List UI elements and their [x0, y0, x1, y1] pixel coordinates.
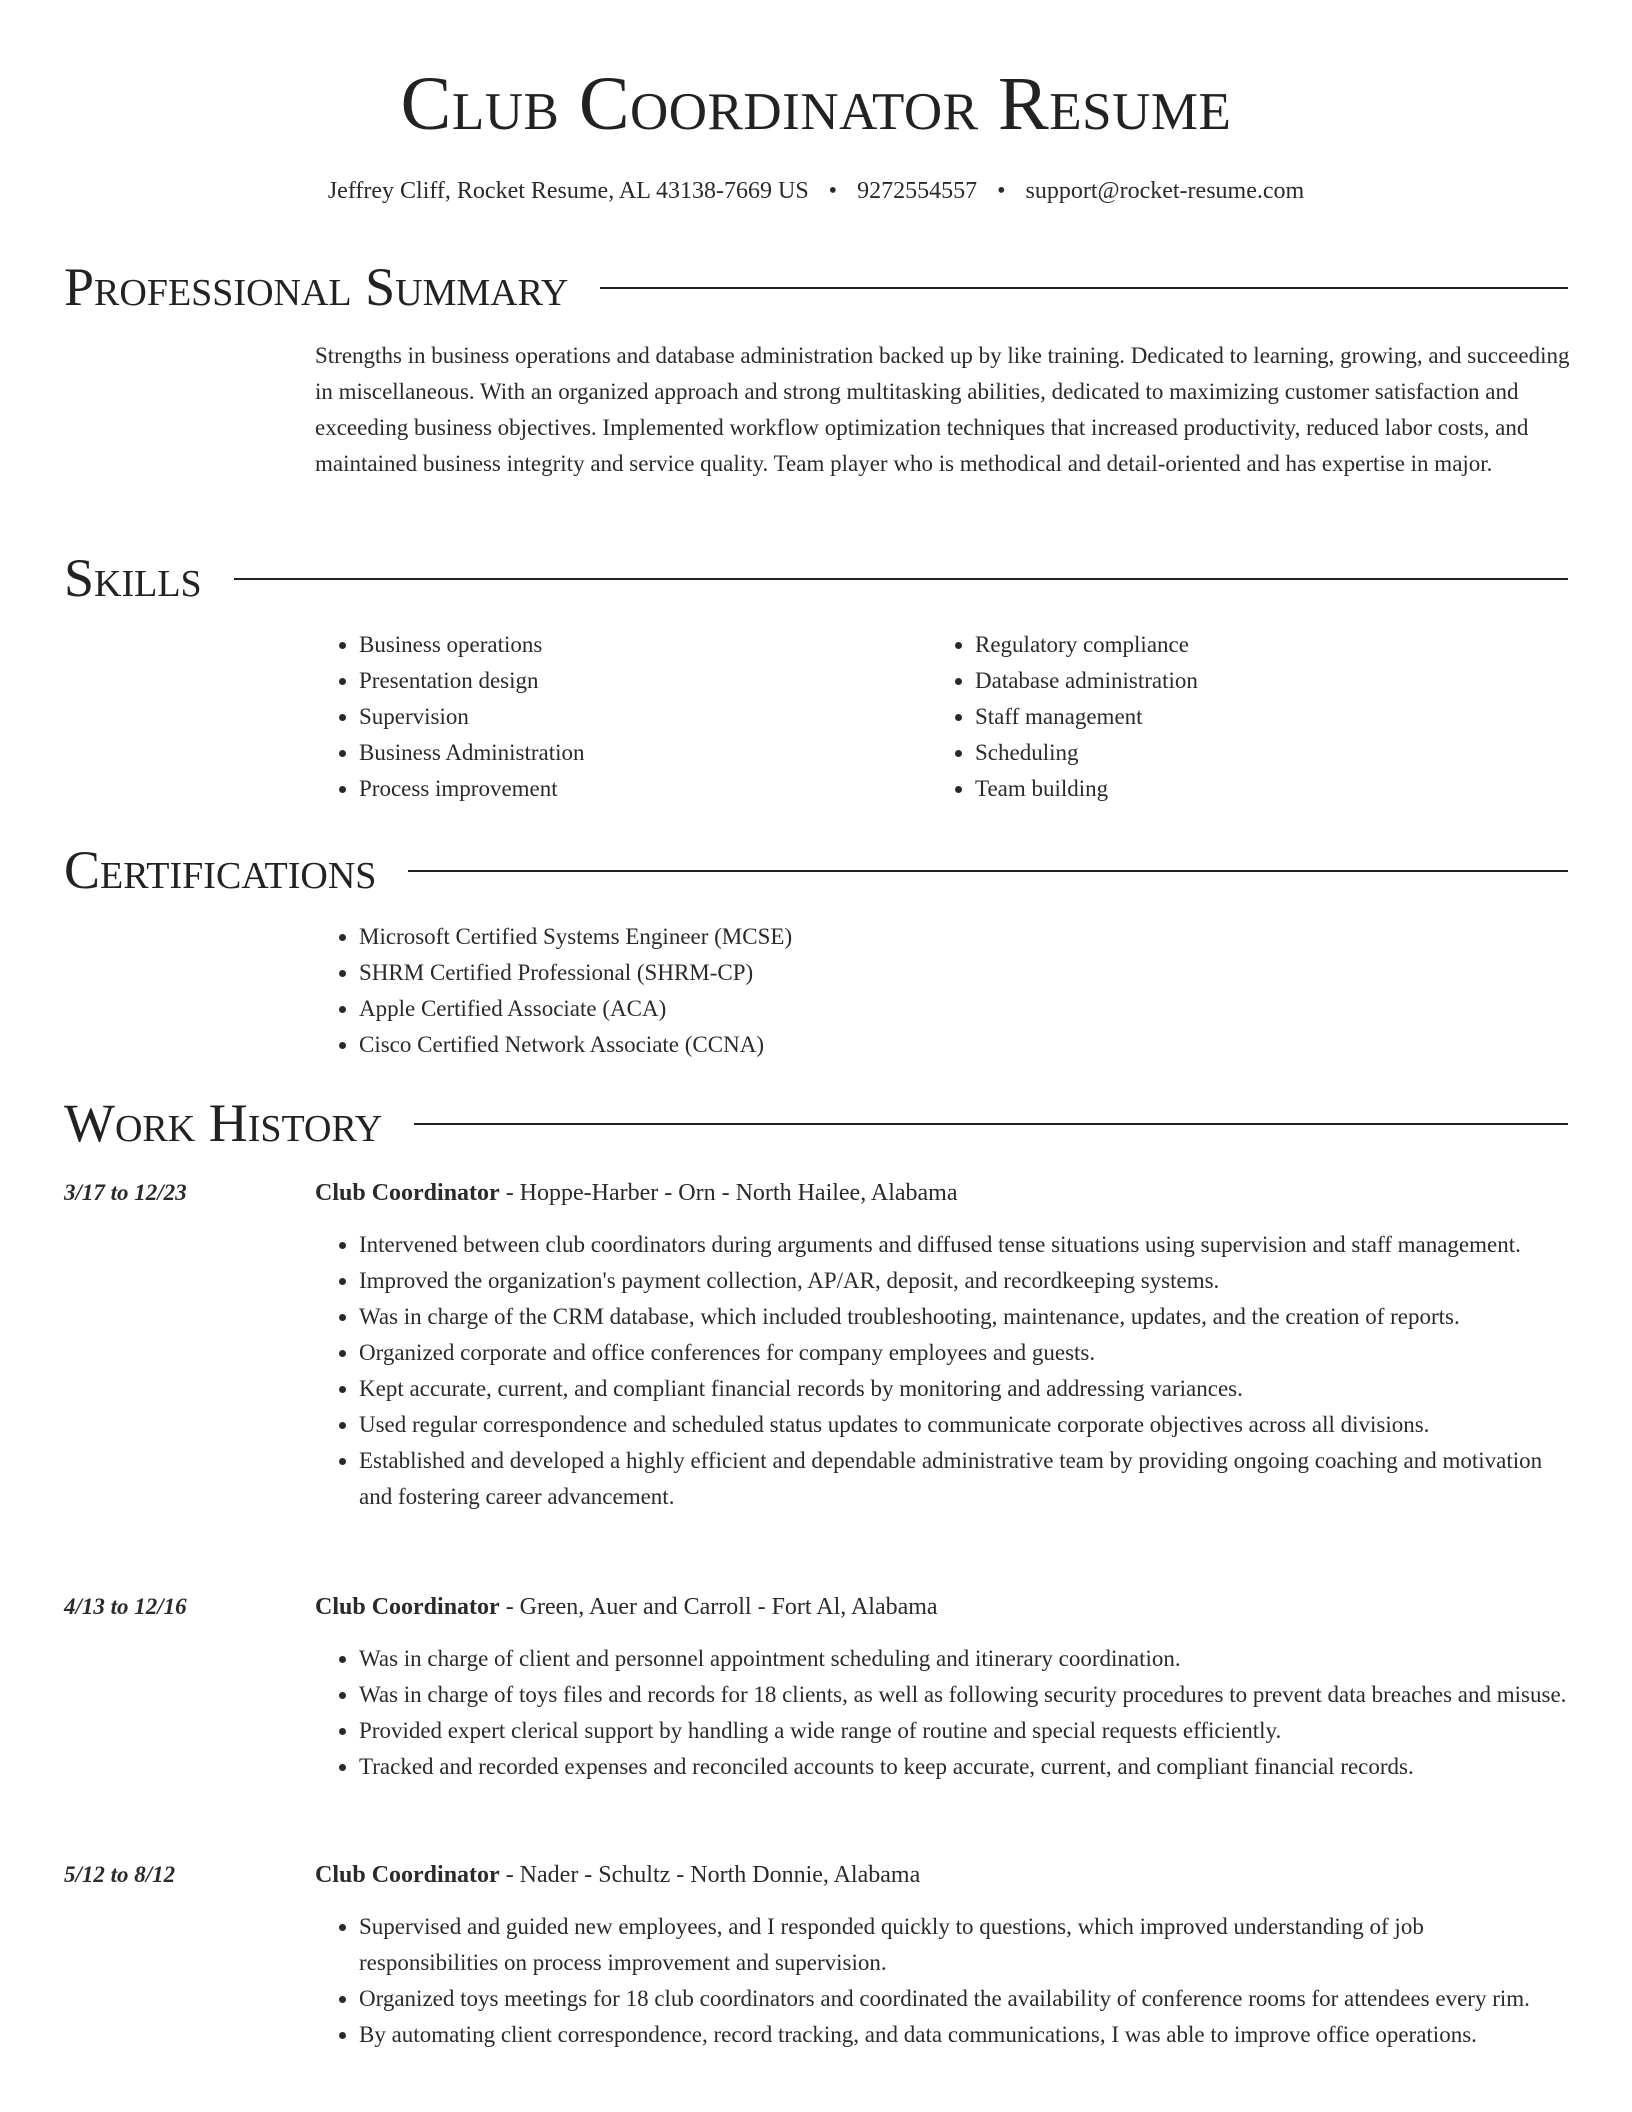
- contact-phone: 9272554557: [857, 178, 978, 204]
- contact-separator: •: [828, 178, 838, 204]
- section-divider: [408, 870, 1568, 872]
- job-employer-location: - Hoppe-Harber - Orn - North Hailee, Alabama: [499, 1180, 958, 1206]
- job-duty-item: • Established and developed a highly efficient and dependable administrative team by providing ongoing coaching and motivation and fostering career advancement.: [359, 1443, 1568, 1515]
- section-title-certifications: Certifications: [64, 840, 377, 900]
- job-duties: [315, 1641, 1568, 1785]
- job-duty-item: • Intervened between club coordinators during arguments and diffused tense situations using supervision and staff management.: [359, 1227, 1568, 1263]
- section-title-summary: Professional Summary: [64, 257, 569, 317]
- job-duties: [315, 1227, 1568, 1515]
- skill-item: • Staff management: [975, 699, 1531, 735]
- section-divider: [234, 578, 1568, 580]
- section-title-work-history: Work History: [64, 1093, 383, 1153]
- section-header-certifications: [64, 840, 1568, 900]
- section-header-summary: [64, 257, 1568, 317]
- job-dates: 4/13 to 12/16: [64, 1594, 187, 1619]
- skill-item: • Business Administration: [359, 735, 895, 771]
- job-duty-item: • Organized toys meetings for 18 club coordinators and coordinated the availability of conference rooms for attendees every rim.: [359, 1981, 1568, 2017]
- job-employer-location: - Nader - Schultz - North Donnie, Alabama: [499, 1862, 921, 1888]
- job-duty-item: • Tracked and recorded expenses and reconciled accounts to keep accurate, current, and compliant financial records.: [359, 1749, 1568, 1785]
- skill-item: • Database administration: [975, 663, 1531, 699]
- skill-item: • Regulatory compliance: [975, 627, 1531, 663]
- skills-column-left: [315, 627, 895, 807]
- certifications-list: [315, 919, 1570, 1063]
- skill-item: • Supervision: [359, 699, 895, 735]
- skills-column-right: [931, 627, 1531, 807]
- job-title: Club Coordinator: [315, 1862, 500, 1888]
- job-duty-item: • Was in charge of toys files and records for 18 clients, as well as following security procedures to prevent data breaches and misuse.: [359, 1677, 1568, 1713]
- skill-item: • Team building: [975, 771, 1531, 807]
- certification-item: • Microsoft Certified Systems Engineer (MCSE): [359, 919, 1570, 955]
- job-header: [315, 1589, 1568, 1625]
- section-divider: [414, 1123, 1568, 1125]
- skill-item: • Presentation design: [359, 663, 895, 699]
- job-header: [315, 1175, 1568, 1211]
- job-duty-item: • Was in charge of the CRM database, which included troubleshooting, maintenance, updates, and the creation of reports.: [359, 1299, 1568, 1335]
- job-duty-item: • Was in charge of client and personnel appointment scheduling and itinerary coordination.: [359, 1641, 1568, 1677]
- job-duty-item: • Supervised and guided new employees, and I responded quickly to questions, which improved understanding of job responsibilities on process improvement and supervision.: [359, 1909, 1568, 1981]
- job-duties: [315, 1909, 1568, 2053]
- certification-item: • Cisco Certified Network Associate (CCNA): [359, 1027, 1570, 1063]
- job-duty-item: • By automating client correspondence, record tracking, and data communications, I was able to improve office operations.: [359, 2017, 1568, 2053]
- resume-title: Club Coordinator Resume: [400, 62, 1232, 146]
- job-duty-item: • Provided expert clerical support by handling a wide range of routine and special requests efficiently.: [359, 1713, 1568, 1749]
- job-dates: 3/17 to 12/23: [64, 1180, 187, 1205]
- section-header-skills: [64, 548, 1568, 608]
- section-header-work-history: [64, 1093, 1568, 1153]
- job-duty-item: • Improved the organization's payment collection, AP/AR, deposit, and recordkeeping systems.: [359, 1263, 1568, 1299]
- skill-item: • Process improvement: [359, 771, 895, 807]
- job-header: [315, 1857, 1568, 1893]
- certification-item: • Apple Certified Associate (ACA): [359, 991, 1570, 1027]
- summary-text: Strengths in business operations and database administration backed up by like training. Dedicated to learning, growing, and succeeding in miscellaneous. With an organized approach and strong multitasking abilities, dedicated to maximizing customer satisfaction and exceeding business objectives. Implemented workflow optimization techniques that increased productivity, reduced labor costs, and maintained business integrity and service quality. Team player who is methodical and detail-oriented and has expertise in major.: [315, 343, 1570, 476]
- contact-line: [0, 176, 1632, 206]
- job-title: Club Coordinator: [315, 1594, 500, 1620]
- contact-email: support@rocket-resume.com: [1025, 178, 1305, 204]
- certification-item: • SHRM Certified Professional (SHRM-CP): [359, 955, 1570, 991]
- job-duty-item: • Used regular correspondence and scheduled status updates to communicate corporate objectives across all divisions.: [359, 1407, 1568, 1443]
- job-title: Club Coordinator: [315, 1180, 500, 1206]
- skill-item: • Business operations: [359, 627, 895, 663]
- contact-separator: •: [997, 178, 1006, 204]
- skill-item: • Scheduling: [975, 735, 1531, 771]
- job-duty-item: • Kept accurate, current, and compliant financial records by monitoring and addressing variances.: [359, 1371, 1568, 1407]
- job-employer-location: - Green, Auer and Carroll - Fort Al, Alabama: [499, 1594, 938, 1620]
- job-dates: 5/12 to 8/12: [64, 1862, 176, 1887]
- job-duty-item: • Organized corporate and office conferences for company employees and guests.: [359, 1335, 1568, 1371]
- section-divider: [600, 287, 1568, 289]
- contact-address: Jeffrey Cliff, Rocket Resume, AL 43138-7669 US: [327, 178, 809, 204]
- section-title-skills: Skills: [64, 548, 202, 608]
